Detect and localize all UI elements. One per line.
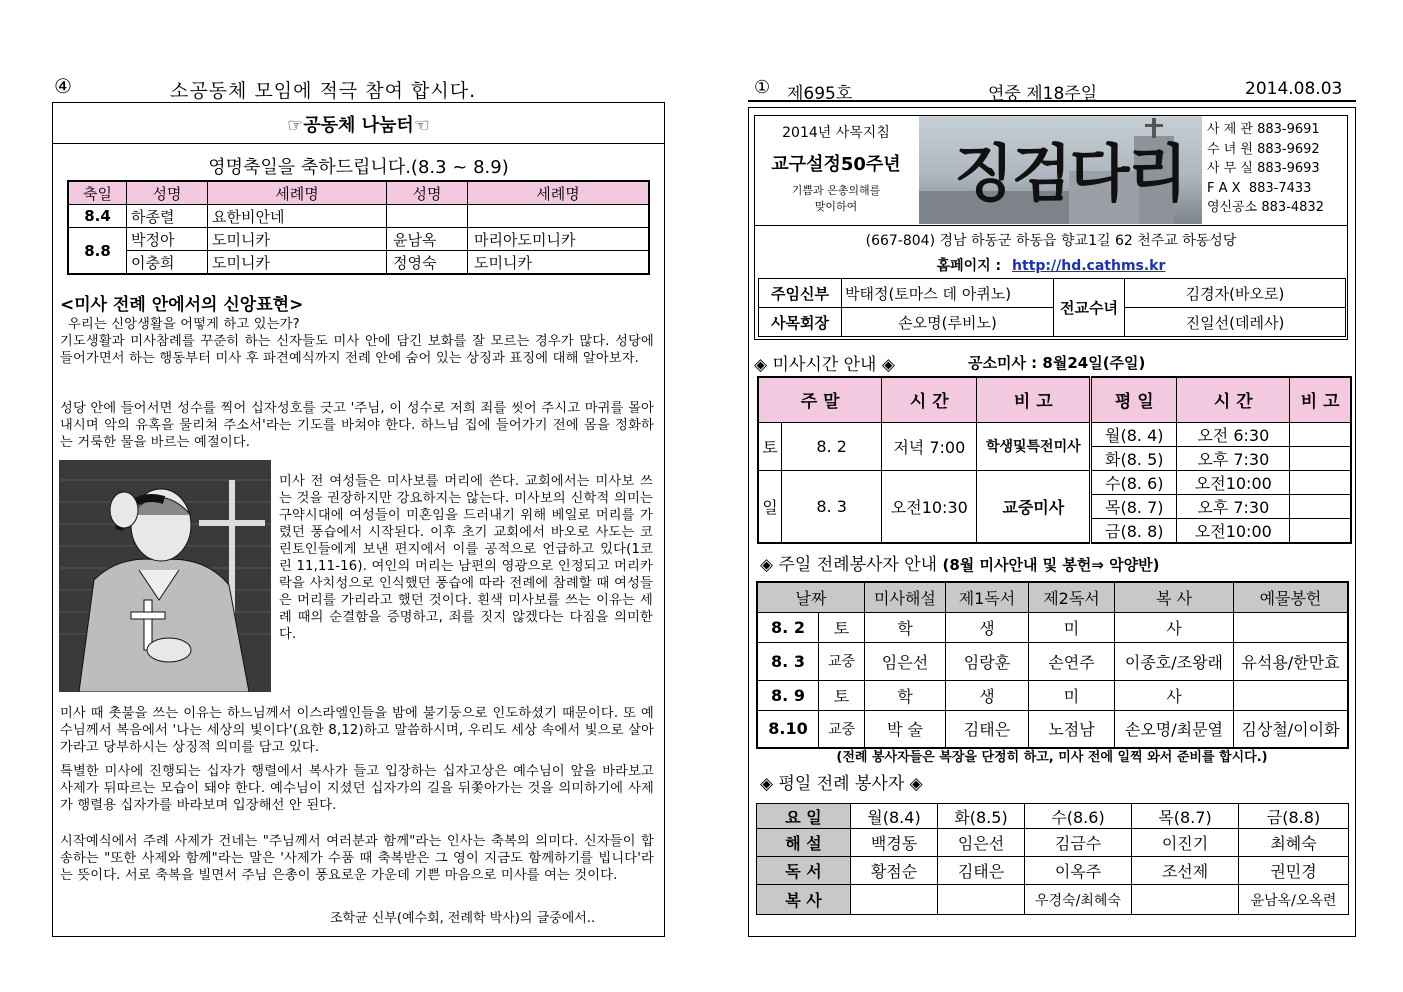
- weekday-header-cell: 화(8.5): [938, 804, 1025, 829]
- feast-header-cell: 축일: [68, 181, 127, 205]
- contact-line: [1207, 198, 1347, 218]
- mass-row: [758, 470, 1351, 494]
- weekend-day: 일: [758, 470, 782, 543]
- mass-header-row: [758, 377, 1351, 422]
- weekday-note: [1290, 470, 1351, 494]
- servers-cell: 사: [1114, 680, 1233, 710]
- servers-header-cell: 날짜: [757, 582, 864, 612]
- servers-date: 8.10: [757, 710, 819, 748]
- weekday-cell: 임은선: [938, 829, 1025, 857]
- staff-label: 전교수녀: [1054, 279, 1125, 337]
- servers-row: [757, 642, 1348, 680]
- mass-header-cell: 시 간: [1177, 377, 1290, 422]
- weekend-note: 학생및특전미사: [977, 422, 1091, 470]
- servers-cell: 생: [945, 680, 1028, 710]
- mission-mass-note: 공소미사 : 8월24일(주일): [968, 354, 1146, 372]
- homepage-label: 홈페이지 :: [936, 258, 1002, 274]
- feast-baptism: 도미니카: [208, 228, 387, 251]
- feast-name: 이충희: [127, 251, 208, 275]
- article-paragraph: 미사 전 여성들은 미사보를 머리에 쓴다. 교회에서는 미사보 쓰는 것을 권장하지만 강요하지는 않는다. 미사보의 신학적 의미는 구약시대에 여성들이 미혼임을 드러내기 위해 베일로 머리를 가렸던 풍습에서 시작된다. 이후 초기 교회에서 바오로 사도는 코린토인들에게 보낸 편지에서 이를 공적으로 언급하고 있다(1코린 11,11-16). 여인의 머리는 남편의 영광으로 인정되고 머리카락을 사치성으로 인식했던 풍습에 따라 전례에 참례할 때 여성들은 머리를 가리라고 했던 것이다. 흰색 미사보를 쓰는 이유는 세례 때의 순결함을 증명하고, 죄를 짓지 않겠다는 다짐을 의미한다.: [279, 474, 653, 642]
- servers-footnote: (전례 봉사자들은 복장을 단정히 하고, 미사 전에 일찍 와서 준비를 합시다.): [836, 750, 1268, 765]
- weekday-cell: 이진기: [1132, 829, 1239, 857]
- mass-header-cell: 시 간: [882, 377, 977, 422]
- contact-label: F A X: [1207, 180, 1241, 196]
- motto-main: 교구설정50주년: [771, 154, 901, 175]
- servers-title: [760, 550, 1160, 575]
- servers-cell: 미: [1028, 612, 1114, 642]
- weekday-note: [1290, 446, 1351, 470]
- staff-row: [759, 279, 1346, 308]
- bulletin-logo: 징검다리: [954, 137, 1186, 210]
- servers-cell: 사: [1114, 612, 1233, 642]
- staff-value: 손오명(루비노): [842, 308, 1054, 337]
- servers-cell: 임은선: [864, 642, 945, 680]
- mass-header-cell: 비 고: [1290, 377, 1351, 422]
- servers-cell: [1233, 680, 1348, 710]
- section-divider: [52, 143, 665, 144]
- servers-cell: 박 술: [864, 710, 945, 748]
- contact-label: 수 녀 원: [1207, 141, 1253, 157]
- servers-date: 8. 3: [757, 642, 819, 680]
- weekday-day: 월(8. 4): [1091, 422, 1177, 446]
- motto-year: 2014년 사목지침: [782, 125, 890, 141]
- header-rule: [748, 100, 1356, 102]
- servers-type: 토: [819, 612, 865, 642]
- feast-name: 박정아: [127, 228, 208, 251]
- weekday-note: [1290, 422, 1351, 446]
- weekday-cell: 윤남옥/오옥련: [1239, 885, 1349, 915]
- weekday-time: 오전 6:30: [1177, 422, 1290, 446]
- weekday-label: 복 사: [757, 885, 851, 915]
- weekday-cell: 황점순: [851, 857, 938, 885]
- weekday-cell: [938, 885, 1025, 915]
- servers-cell: 노점남: [1028, 710, 1114, 748]
- servers-header-cell: 제2독서: [1028, 582, 1114, 612]
- servers-cell: 학: [864, 612, 945, 642]
- servers-cell: 임랑훈: [945, 642, 1028, 680]
- weekday-day: 금(8. 8): [1091, 518, 1177, 543]
- servers-cell: 김상철/이이화: [1233, 710, 1348, 748]
- weekday-row: [757, 885, 1349, 915]
- weekday-cell: 우경숙/최혜숙: [1025, 885, 1132, 915]
- issue-number: 제695호: [787, 84, 853, 104]
- servers-cell: 학: [864, 680, 945, 710]
- servers-cell: [1233, 612, 1348, 642]
- weekday-header-cell: 월(8.4): [851, 804, 938, 829]
- weekday-header-cell: 수(8.6): [1025, 804, 1132, 829]
- weekday-day: 화(8. 5): [1091, 446, 1177, 470]
- weekday-label: 요 일: [757, 804, 851, 829]
- contact-number: 883-7433: [1248, 180, 1312, 196]
- weekday-cell: 이옥주: [1025, 857, 1132, 885]
- weekday-header-row: [757, 804, 1349, 829]
- feast-header-cell: 세례명: [208, 181, 387, 205]
- weekend-date: 8. 2: [782, 422, 882, 470]
- weekday-time: 오전10:00: [1177, 518, 1290, 543]
- weekday-time: 오후 7:30: [1177, 494, 1290, 518]
- servers-date: 8. 2: [757, 612, 819, 642]
- weekday-cell: [851, 885, 938, 915]
- servers-row: [757, 680, 1348, 710]
- feast-header-cell: 세례명: [468, 181, 650, 205]
- staff-value: 김경자(바오로): [1125, 279, 1346, 308]
- staff-label: 사목회장: [759, 308, 842, 337]
- priest-illustration: [59, 460, 271, 692]
- contact-line: [1207, 159, 1347, 179]
- article-paragraph: 미사 때 촛불을 쓰는 이유는 하느님께서 이스라엘인들을 밤에 불기둥으로 인도하셨기 때문이다. 또 예수님께서 복음에서 '나는 세상의 빛이다'(요한 8,12)하고 말씀하시며, 우리도 세상 속에서 빛으로 살아가라고 당부하시는 상징적 의미를 담고 있다.: [60, 706, 654, 755]
- contact-number: 883-4832: [1261, 200, 1324, 215]
- weekday-label: 해 설: [757, 829, 851, 857]
- mass-header-cell: 평 일: [1091, 377, 1177, 422]
- left-top-banner: 소공동체 모임에 적극 참여 합시다.: [170, 80, 477, 102]
- community-section-title: ☞공동체 나눔터☜: [287, 115, 430, 136]
- feast-name: 윤남옥: [387, 228, 468, 251]
- article-source: 조학균 신부(예수회, 전례학 박사)의 글중에서..: [330, 911, 596, 926]
- weekend-time: 오전10:30: [882, 470, 977, 543]
- weekday-header-cell: 목(8.7): [1132, 804, 1239, 829]
- feast-baptism: 도미니카: [468, 251, 650, 275]
- staff-row: [759, 308, 1346, 337]
- feast-row: [68, 228, 649, 251]
- weekday-day: 수(8. 6): [1091, 470, 1177, 494]
- contact-label: 사 제 관: [1207, 122, 1253, 137]
- article-paragraph: 특별한 미사에 진행되는 십자가 행렬에서 복사가 들고 입장하는 십자고상은 예수님이 앞을 바라보고 사제가 뒤따르는 모습이 돼야 한다. 예수님이 지셨던 십자가의 길을 뒤쫓아가는 것을 의미하기에 사제가 행렬용 십자가를 바라보며 입장해선 안 된다.: [60, 764, 654, 813]
- liturgical-week: 연중 제18주일: [988, 84, 1098, 104]
- sunday-servers-table: [756, 581, 1349, 749]
- feast-baptism: [468, 205, 650, 228]
- weekday-time: 오전10:00: [1177, 470, 1290, 494]
- weekday-note: [1290, 518, 1351, 543]
- servers-date: 8. 9: [757, 680, 819, 710]
- servers-header-cell: 예물봉헌: [1233, 582, 1348, 612]
- feast-name: 하종렬: [127, 205, 208, 228]
- church-photo-banner: [919, 116, 1202, 224]
- priest-drawing: [59, 460, 271, 692]
- servers-cell: 김태은: [945, 710, 1028, 748]
- pastoral-motto: [756, 118, 916, 214]
- mass-schedule-title: ◈ 미사시간 안내 ◈: [754, 355, 895, 375]
- weekend-time: 저녁 7:00: [882, 422, 977, 470]
- contact-number: 883-9692: [1257, 141, 1320, 157]
- weekday-servers-title: ◈ 평일 전례 봉사자 ◈: [760, 774, 923, 794]
- staff-value: 박태정(토마스 데 아퀴노): [842, 279, 1054, 308]
- feast-baptism: 도미니카: [208, 251, 387, 275]
- motto-sub: 기쁨과 은총의해를: [791, 184, 881, 197]
- weekday-row: [757, 829, 1349, 857]
- staff-value: 진일선(데레사): [1125, 308, 1346, 337]
- servers-cell: 손오명/최문열: [1114, 710, 1233, 748]
- left-page-number: ④: [54, 74, 72, 98]
- feast-date: 8.8: [68, 228, 127, 275]
- weekday-cell: 김태은: [938, 857, 1025, 885]
- feast-date: 8.4: [68, 205, 127, 228]
- servers-header-cell: 미사해설: [864, 582, 945, 612]
- weekday-note: [1290, 494, 1351, 518]
- contact-label: 영신공소: [1207, 200, 1258, 215]
- weekday-cell: 백경동: [851, 829, 938, 857]
- weekday-time: 오후 7:30: [1177, 446, 1290, 470]
- weekday-cell: [1132, 885, 1239, 915]
- servers-cell: 생: [945, 612, 1028, 642]
- contact-label: 사 무 실: [1207, 161, 1253, 176]
- masthead-divider: [754, 225, 1348, 226]
- contact-line: [1207, 120, 1347, 140]
- contact-number: 883-9691: [1257, 122, 1320, 137]
- article-paragraph: 시작예식에서 주례 사제가 건네는 "주님께서 여러분과 함께"라는 인사는 축복의 의미다. 신자들이 합송하는 "또한 사제와 함께"라는 말은 '사제가 수품 때 축복받은 그 영이 지금도 함께하기를 빕니다'라는 뜻이다. 서로 축복을 빌면서 주님 은총이 풍요로운 가운데 기쁜 마음으로 미사를 여는 것이다.: [60, 834, 654, 883]
- contact-number: 883-9693: [1257, 161, 1320, 176]
- weekday-cell: 최혜숙: [1239, 829, 1349, 857]
- servers-title-text: ◈ 주일 전례봉사자 안내: [760, 555, 938, 575]
- weekday-label: 독 서: [757, 857, 851, 885]
- servers-row: [757, 612, 1348, 642]
- servers-cell: 유석용/한만효: [1233, 642, 1348, 680]
- contact-line: [1207, 179, 1347, 199]
- servers-type: 토: [819, 680, 865, 710]
- contact-line: [1207, 140, 1347, 160]
- weekend-note: 교중미사: [977, 470, 1091, 543]
- homepage-line: [754, 255, 1348, 275]
- right-page-number: ①: [754, 77, 771, 98]
- feast-baptism: 마리아도미니카: [468, 228, 650, 251]
- feast-header-cell: 성명: [127, 181, 208, 205]
- servers-header-cell: 제1독서: [945, 582, 1028, 612]
- feast-row: [68, 251, 649, 275]
- weekday-cell: 조선제: [1132, 857, 1239, 885]
- bulletin-date: 2014.08.03: [1245, 79, 1343, 99]
- feast-name: 정영숙: [387, 251, 468, 275]
- mass-header-cell: 비 고: [977, 377, 1091, 422]
- weekday-row: [757, 857, 1349, 885]
- mass-row: [758, 422, 1351, 446]
- feast-title: 영명축일을 축하드립니다.(8.3 ~ 8.9): [208, 157, 509, 178]
- mass-schedule-table: [757, 376, 1352, 544]
- homepage-link[interactable]: http://hd.cathms.kr: [1012, 258, 1166, 274]
- servers-row: [757, 710, 1348, 748]
- servers-header-row: [757, 582, 1348, 612]
- weekend-date: 8. 3: [782, 470, 882, 543]
- staff-table: [758, 278, 1346, 337]
- servers-cell: 이종호/조왕래: [1114, 642, 1233, 680]
- weekday-cell: 권민경: [1239, 857, 1349, 885]
- article-title: <미사 전례 안에서의 신앙표현>: [60, 295, 304, 315]
- mass-header-cell: 주 말: [758, 377, 882, 422]
- weekday-day: 목(8. 7): [1091, 494, 1177, 518]
- weekday-header-cell: 금(8.8): [1239, 804, 1349, 829]
- servers-note: (8월 미사안내 및 봉헌⇒ 악양반): [942, 556, 1160, 574]
- weekday-servers-table: [756, 803, 1349, 915]
- feast-header-row: [68, 181, 649, 205]
- article-paragraph: 기도생활과 미사참례를 꾸준히 하는 신자들도 미사 안에 담긴 보화를 잘 모르는 경우가 많다. 성당에 들어가면서 하는 행동부터 미사 후 파견예식까지 전례 안에 숨어 있는 상징과 표징에 대해 알아보자.: [60, 334, 654, 366]
- motto-sub: 맞이하여: [814, 200, 858, 213]
- feast-header-cell: 성명: [387, 181, 468, 205]
- staff-label: 주임신부: [759, 279, 842, 308]
- church-address: (667-804) 경남 하동군 하동읍 향교1길 62 천주교 하동성당: [865, 233, 1237, 249]
- weekend-day: 토: [758, 422, 782, 470]
- feast-row: [68, 205, 649, 228]
- servers-type: 교중: [819, 642, 865, 680]
- servers-header-cell: 복 사: [1114, 582, 1233, 612]
- contact-list: [1207, 120, 1347, 218]
- servers-type: 교중: [819, 710, 865, 748]
- article-paragraph: 우리는 신앙생활을 어떻게 하고 있는가?: [68, 317, 300, 332]
- article-paragraph: 성당 안에 들어서면 성수를 찍어 십자성호를 긋고 '주님, 이 성수로 저희 죄를 씻어 주시고 마귀를 몰아내시며 악의 유혹을 물리쳐 주소서'라는 기도를 바쳐야 한다. 하느님 집에 들어가기 전에 몸을 정화하는 거룩한 물을 바르는 예절이다.: [60, 401, 654, 450]
- weekday-cell: 김금수: [1025, 829, 1132, 857]
- servers-cell: 손연주: [1028, 642, 1114, 680]
- feast-name: [387, 205, 468, 228]
- servers-cell: 미: [1028, 680, 1114, 710]
- feast-baptism: 요한비안네: [208, 205, 387, 228]
- feast-table: [67, 180, 650, 275]
